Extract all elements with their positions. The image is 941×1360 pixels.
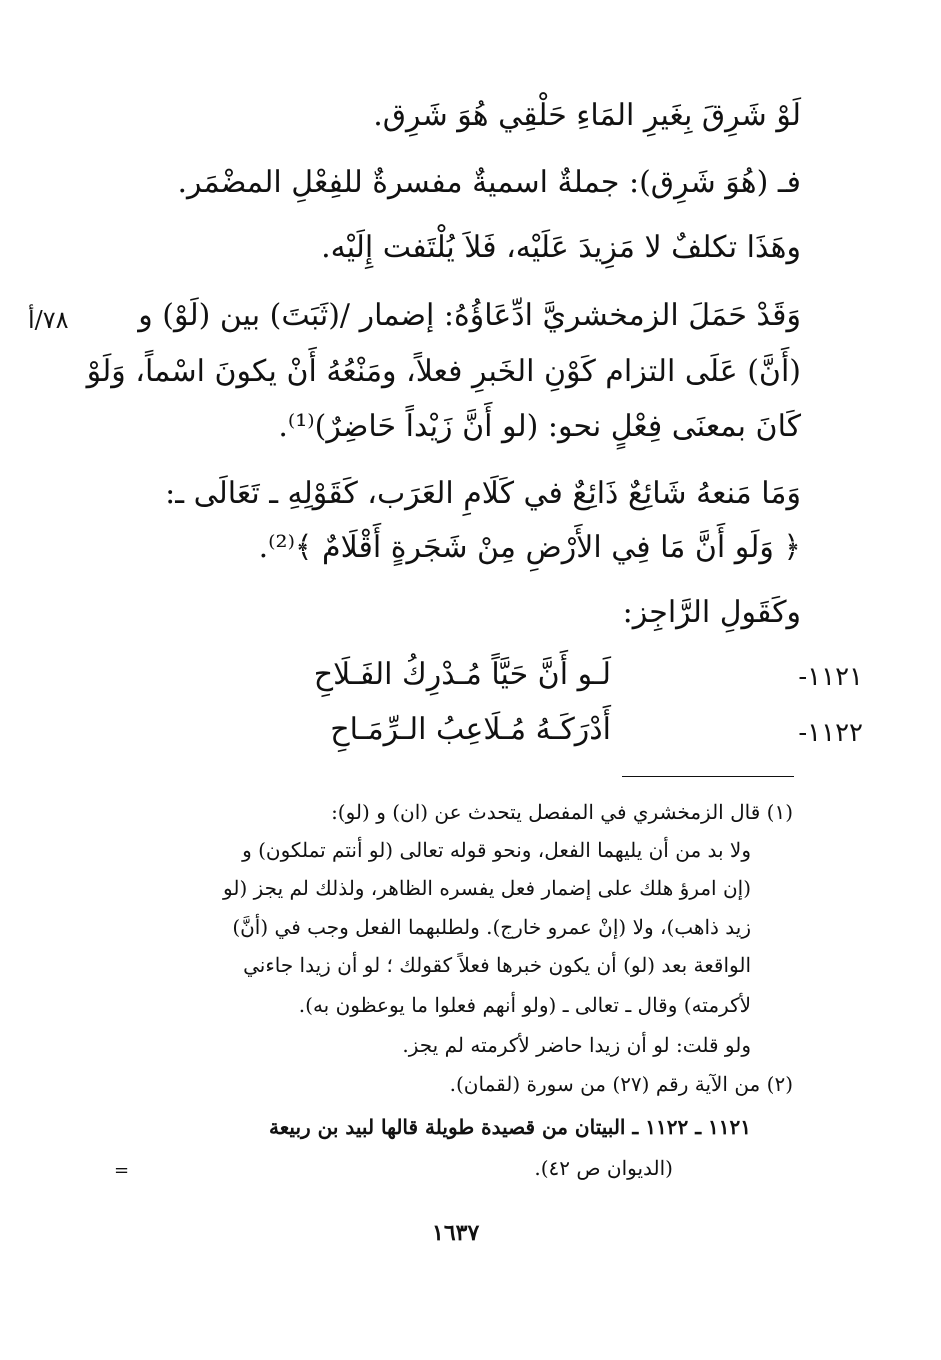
verse-text-1: لَـو أَنَّ حَيَّاً مُـدْرِكُ الفَـلَاحِ: [313, 657, 611, 692]
footnote-line-2: ولا بد من أن يليهما الفعل، ونحو قوله تعالى (لو أنتم تملكون) و: [242, 838, 751, 862]
footnote-separator: [622, 776, 794, 777]
body-line-8: ﴿ وَلَو أَنَّ مَا فِي الأَرْضِ مِنْ شَجَرةٍ أَقْلَامٌ ﴾⁽²⁾.: [258, 530, 801, 565]
body-line-2: فـ (هُوَ شَرِق): جملةٌ اسميةٌ مفسرةٌ للفِعْلِ المضْمَر.: [177, 165, 801, 200]
footnote-line-8: (٢) من الآية رقم (٢٧) من سورة (لقمان).: [449, 1072, 793, 1096]
footnote-line-9: ١١٢١ ـ ١١٢٢ ـ البيتان من قصيدة طويلة قالها لبيد بن ربيعة: [269, 1115, 751, 1139]
verse-number-2: ١١٢٢-: [798, 718, 863, 748]
body-line-4: وَقَدْ حَمَلَ الزمخشريَّ ادِّعَاؤُهُ: إضمار /(ثَبَتَ) بين (لَوْ) و: [138, 298, 801, 333]
body-line-3: وهَذَا تكلفٌ لا مَزِيدَ عَلَيْه، فَلاَ يُلْتَفت إِلَيْه.: [321, 230, 801, 265]
body-line-1: لَوْ شَرِقَ بِغَيرِ المَاءِ حَلْقِي هُوَ شَرِق.: [373, 98, 801, 133]
body-line-9: وكَقَولِ الرَّاجِز:: [622, 595, 801, 630]
footnote-line-5: الواقعة بعد (لو) أن يكون خبرها فعلاً كقولك ؛ لو أن زيدا جاءني: [243, 953, 751, 977]
footnote-line-6: لأكرمته) وقال ـ تعالى ـ (ولو أنهم فعلوا ما يوعظون به).: [298, 993, 751, 1017]
footnote-line-4: زيد ذاهب)، ولا (إنْ عمرو خارج). ولطلبهما الفعل وجب في (أنَّ): [232, 915, 751, 939]
body-line-5: (أَنَّ) عَلَى التزام كَوْنِ الخَبرِ فعلاً، ومَنْعُهُ أَنْ يكونَ اسْماً، وَلَوْ: [86, 354, 801, 389]
verse-text-2: أَدْرَكَـهُ مُـلَاعِبُ الـرِّمَـاحِ: [330, 712, 611, 747]
footnote-line-1: (١) قال الزمخشري في المفصل يتحدث عن (ان) و (لو):: [331, 800, 793, 824]
verse-number-1: ١١٢١-: [798, 662, 863, 692]
footnote-line-3: (إن امرؤ هلك على إضمار فعل يفسره الظاهر، ولذلك لم يجز (لو: [223, 876, 751, 900]
body-line-6: كَانَ بمعنَى فِعْلٍ نحو: (لو أَنَّ زَيْداً حَاضِرٌ)⁽¹⁾.: [278, 409, 801, 444]
continuation-mark: =: [114, 1160, 130, 1181]
margin-folio-ref: ٧٨/أ: [28, 306, 69, 334]
footnote-line-7: ولو قلت: لو أن زيدا حاضر لأكرمته لم يجز.: [402, 1033, 751, 1057]
body-line-7: وَمَا مَنعهُ شَائِعٌ ذَائِعٌ في كَلَامِ العَرَب، كَقَوْلِهِ ـ تَعَالَى ـ:: [165, 476, 801, 511]
page-number: ١٦٣٧: [432, 1220, 480, 1246]
footnote-line-10: (الديوان ص ٤٢).: [534, 1156, 673, 1180]
